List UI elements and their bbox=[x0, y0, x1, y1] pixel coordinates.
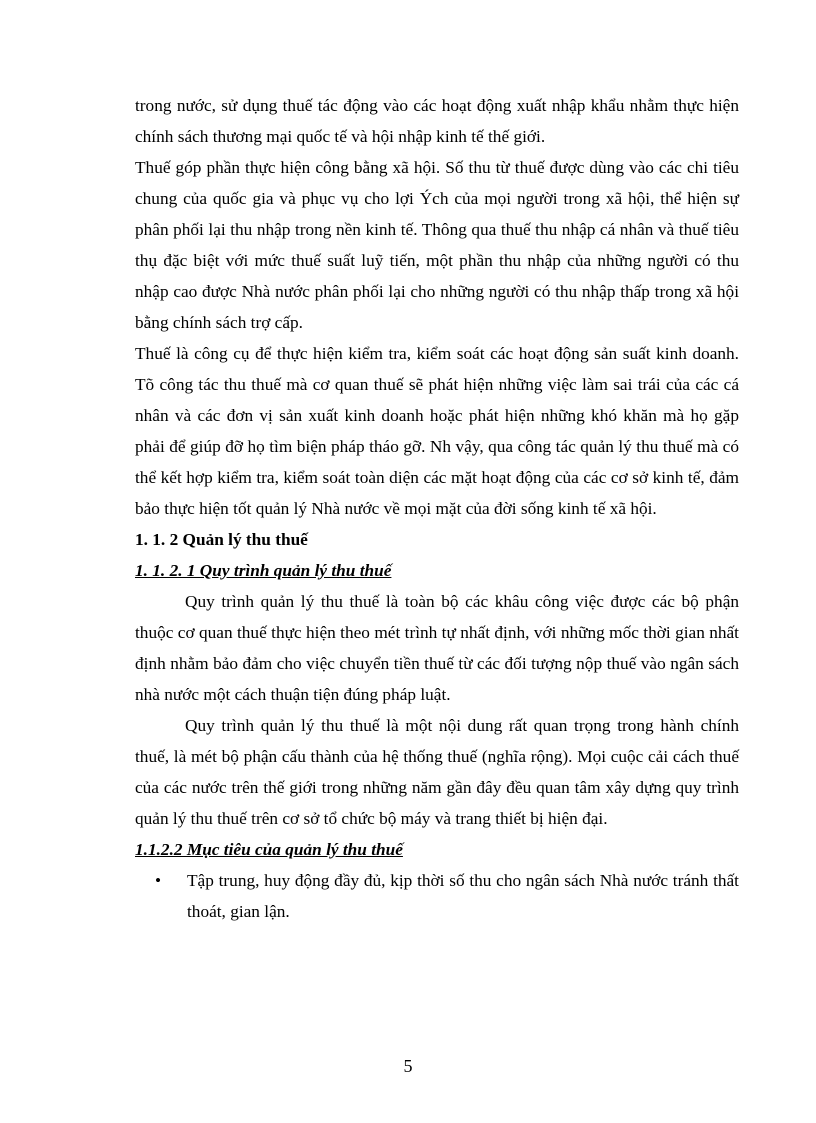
paragraph-trade-policy: trong nước, sử dụng thuế tác động vào các hoạt động xuất nhập khẩu nhằm thực hiện chính sách thương mại quốc tế và hội nhập kinh tế thế giới. bbox=[135, 96, 739, 146]
bullet-icon: • bbox=[155, 871, 162, 890]
section-heading-1-1-2: 1. 1. 2 Quản lý thu thuế bbox=[135, 530, 308, 549]
page-number: 5 bbox=[403, 1056, 413, 1076]
list-item bbox=[135, 865, 739, 927]
section-heading-1-1-2-1: 1. 1. 2. 1 Quy trình quản lý thu thuế bbox=[135, 561, 392, 580]
paragraph-process-definition: Quy trình quản lý thu thuế là toàn bộ các khâu công việc được các bộ phận thuộc cơ quan thuế thực hiện theo mét trình tự nhất định, với những mốc thời gian nhất định nhằm bảo đảm cho việc chuyển tiền thuế từ các đối tượng nộp thuế vào ngân sách nhà nước một cách thuận tiện đúng pháp luật. bbox=[135, 592, 739, 704]
paragraph-social-equity: Thuế góp phần thực hiện công bằng xã hội. Số thu từ thuế được dùng vào các chi tiêu chung của quốc gia và phục vụ cho lợi Ých của mọi người trong xã hội, thể hiện sự phân phối lại thu nhập trong nền kinh tế. Thông qua thuế thu nhập cá nhân và thuế tiêu thụ đặc biệt với mức thuế suất luỹ tiến, một phần thu nhập của những người có thu nhập cao được Nhà nước phân phối lại cho những người có thu nhập thấp trong xã hội bằng chính sách trợ cấp. bbox=[135, 158, 739, 332]
section-heading-1-1-2-2: 1.1.2.2 Mục tiêu của quản lý thu thuế bbox=[135, 840, 403, 859]
body-text bbox=[135, 90, 739, 927]
paragraph-inspection-control: Thuế là công cụ để thực hiện kiểm tra, kiểm soát các hoạt động sản suất kinh doanh. Tõ công tác thu thuế mà cơ quan thuế sẽ phát hiện những việc làm sai trái của các cá nhân và các đơn vị sản xuất kinh doanh hoặc phát hiện những khó khăn mà họ gặp phải để giúp đỡ họ tìm biện pháp tháo gỡ. Nh vậy, qua công tác quản lý thu thuế mà có thể kết hợp kiểm tra, kiểm soát toàn diện các mặt hoạt động của các cơ sở kinh tế, đảm bảo thực hiện tốt quản lý Nhà nước về mọi mặt của đời sống kinh tế xã hội. bbox=[135, 344, 739, 518]
paragraph-process-importance: Quy trình quản lý thu thuế là một nội dung rất quan trọng trong hành chính thuế, là mét bộ phận cấu thành của hệ thống thuế (nghĩa rộng). Mọi cuộc cải cách thuế của các nước trên thế giới trong những năm gần đây đều quan tâm xây dựng quy trình quản lý thu thuế trên cơ sở tổ chức bộ máy và trang thiết bị hiện đại. bbox=[135, 716, 739, 828]
bullet-text: Tập trung, huy động đầy đủ, kịp thời số thu cho ngân sách Nhà nước tránh thất thoát, gian lận. bbox=[187, 871, 739, 921]
